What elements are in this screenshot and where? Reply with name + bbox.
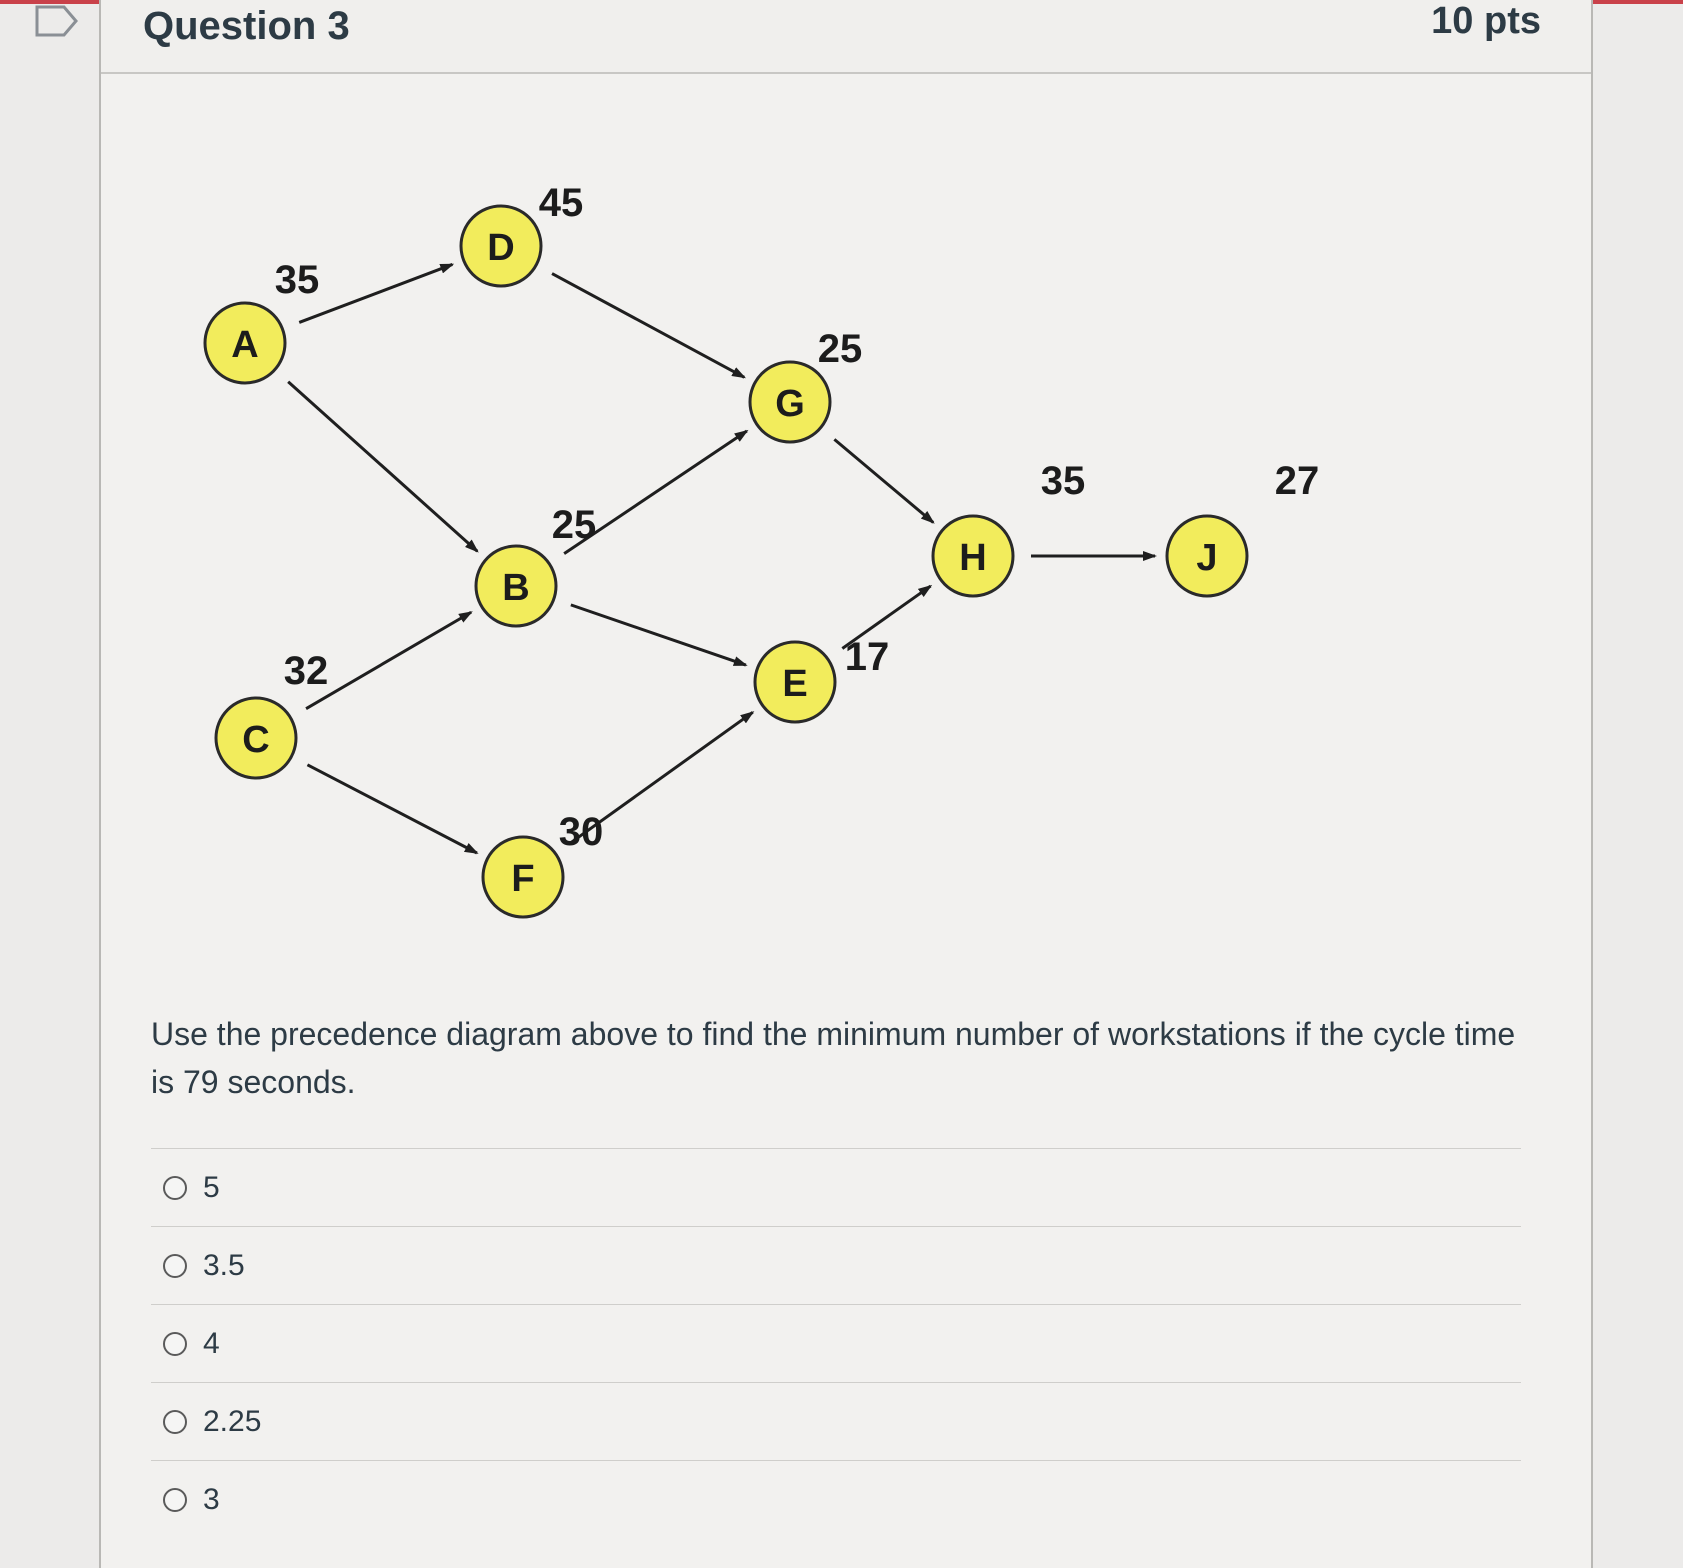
precedence-diagram — [101, 0, 1591, 960]
node-label: F — [511, 858, 535, 900]
task-time-label: 35 — [274, 258, 320, 302]
task-time-label: 30 — [558, 810, 604, 854]
radio-button[interactable] — [163, 1332, 187, 1356]
answer-label: 4 — [203, 1326, 220, 1360]
node-label: D — [487, 227, 515, 269]
answer-label: 3.5 — [203, 1248, 245, 1282]
task-time-label: 25 — [551, 503, 597, 547]
radio-button[interactable] — [163, 1176, 187, 1200]
answer-label: 3 — [203, 1482, 220, 1516]
edge-G-H — [834, 439, 933, 522]
node-label: B — [502, 567, 530, 609]
answer-option[interactable] — [151, 1304, 1521, 1382]
radio-button[interactable] — [163, 1488, 187, 1512]
bookmark-icon[interactable] — [34, 4, 80, 38]
edge-B-E — [571, 605, 746, 665]
node-label: H — [959, 537, 987, 579]
radio-button[interactable] — [163, 1254, 187, 1278]
answer-option[interactable] — [151, 1148, 1521, 1226]
node-label: C — [242, 719, 270, 761]
task-time-label: 35 — [1040, 459, 1086, 503]
edge-A-D — [299, 264, 452, 322]
edge-D-G — [552, 274, 744, 378]
node-label: A — [231, 324, 259, 366]
task-time-label: 45 — [538, 181, 584, 225]
edge-C-B — [306, 612, 471, 708]
question-title: Question 3 — [143, 4, 350, 48]
task-time-label: 17 — [844, 635, 890, 679]
task-time-label: 32 — [283, 649, 329, 693]
answer-list — [151, 1148, 1521, 1538]
node-label: G — [775, 383, 805, 425]
question-prompt: Use the precedence diagram above to find the minimum number of workstations if the cycle time is 79 seconds. — [151, 1016, 1516, 1100]
question-card — [99, 0, 1593, 1568]
question-points: 10 pts — [1431, 0, 1541, 42]
answer-option[interactable] — [151, 1226, 1521, 1304]
diagram-nodes — [205, 181, 1319, 917]
edge-C-F — [307, 765, 476, 853]
answer-option[interactable] — [151, 1382, 1521, 1460]
task-time-label: 27 — [1274, 459, 1320, 503]
node-J — [1167, 459, 1319, 596]
node-F — [483, 810, 603, 917]
node-C — [216, 649, 328, 778]
answer-option[interactable] — [151, 1460, 1521, 1538]
edge-A-B — [288, 382, 477, 552]
node-label: E — [782, 663, 808, 705]
node-H — [933, 459, 1085, 596]
node-label: J — [1196, 537, 1218, 579]
node-E — [755, 635, 889, 722]
answer-label: 2.25 — [203, 1404, 262, 1438]
diagram-edges — [288, 264, 1155, 853]
radio-button[interactable] — [163, 1410, 187, 1434]
node-G — [750, 327, 862, 442]
node-D — [461, 181, 583, 286]
task-time-label: 25 — [817, 327, 863, 371]
answer-label: 5 — [203, 1170, 220, 1204]
